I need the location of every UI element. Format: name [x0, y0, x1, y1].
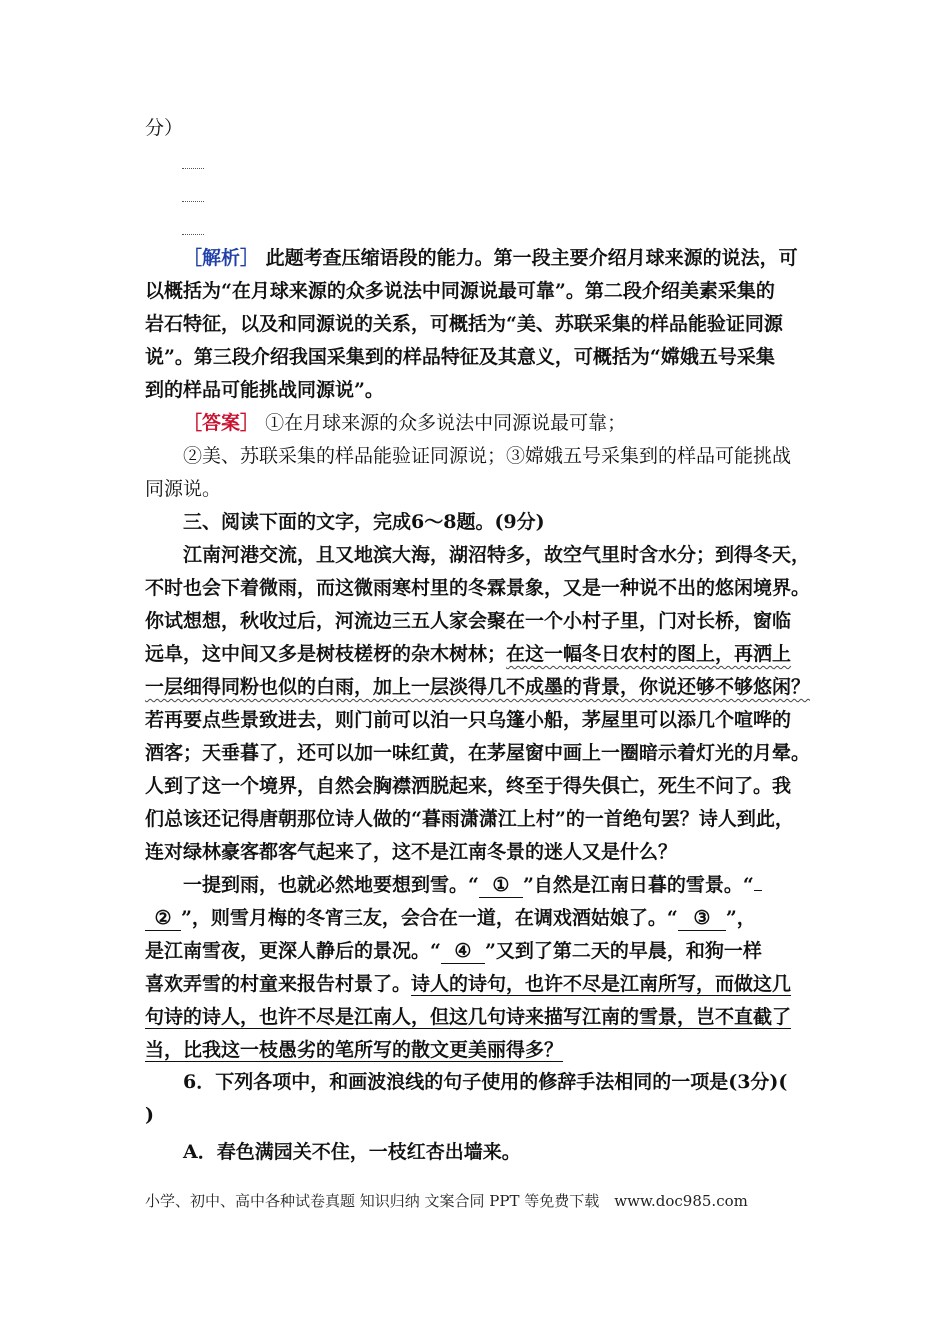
blank-2: ② — [145, 906, 181, 931]
wavy-underlined-sentence: 一层细得同粉也似的白雨，加上一层淡得几不成墨的背景，你说还够不够悠闲？ — [145, 676, 811, 698]
answer-line-2 — [182, 201, 204, 202]
wavy-underlined-sentence: 在这一幅冬日农村的图上，再洒上 — [506, 643, 792, 665]
underlined-sentence: 诗人的诗句，也许不尽是江南所写，而做这几 — [411, 973, 792, 995]
answer-line-1: ①在月球来源的众多说法中同源说最可靠； — [265, 412, 627, 434]
passage-line — [145, 1034, 810, 1067]
underlined-sentence: 当，比我这一枝愚劣的笔所写的散文更美丽得多？ — [145, 1039, 564, 1061]
underlined-sentence: 句诗的诗人，也许不尽是江南人，但这几句诗来描写江南的雪景，岂不直截了 — [145, 1006, 792, 1028]
answer-line-3 — [182, 234, 204, 235]
passage-line: 江南河港交流，且又地滨大海，湖沼特多，故空气里时含水分；到得冬天， — [183, 544, 811, 566]
analysis-line-3: 岩石特征，以及和同源说的关系，可概括为“美、苏联采集的样品能验证同源 — [145, 313, 783, 335]
analysis-line-2: 以概括为“在月球来源的众多说法中同源说最可靠”。第二段介绍美素采集的 — [145, 280, 775, 302]
blank-3: ③ — [678, 906, 726, 931]
analysis-line-5: 到的样品可能挑战同源说”。 — [145, 379, 384, 401]
analysis-section — [145, 242, 810, 407]
passage-line — [145, 638, 810, 671]
analysis-line-4: 说”。第三段介绍我国采集到的样品特征及其意义，可概括为“嫦娥五号采集 — [145, 346, 775, 368]
passage-line: 若再要点些景致进去，则门前可以泊一只乌篷小船，茅屋里可以添几个喧哗的 — [145, 709, 792, 731]
answer-section — [145, 407, 810, 506]
blank-2-start — [754, 890, 762, 891]
passage-line: 连对绿林豪客都客气起来了，这不是江南冬景的迷人又是什么？ — [145, 841, 678, 863]
section-three-heading: 三、阅读下面的文字，完成6～8题。(9分) — [183, 511, 545, 533]
answer-line-3: 同源说。 — [145, 478, 222, 500]
answer-line-1 — [182, 168, 204, 169]
passage-line: ② ”，则雪月梅的冬宵三友，会合在一道，在调戏酒姑娘了。“ ③ ”， — [145, 902, 810, 935]
question-6-paren: ) — [145, 1104, 154, 1126]
previous-question-tail — [145, 112, 810, 145]
answer-line-2: ②美、苏联采集的样品能验证同源说；③嫦娥五号采集到的样品可能挑战 — [183, 445, 792, 467]
passage-line: 酒客；天垂暮了，还可以加一味红黄，在茅屋窗中画上一圈暗示着灯光的月晕。 — [145, 742, 811, 764]
passage-line: 一提到雨，也就必然地要想到雪。“ ① ”自然是江南日暮的雪景。“ — [145, 869, 810, 902]
passage-line — [145, 1001, 810, 1034]
blank-4: ④ — [441, 939, 485, 964]
answer-tag: ［答案］ — [183, 412, 260, 434]
passage-line: 不时也会下着微雨，而这微雨寒村里的冬霖景象，又是一种说不出的悠闲境界。 — [145, 577, 811, 599]
blank-1: ① — [479, 873, 523, 898]
page-footer: 小学、初中、高中各种试卷真题 知识归纳 文案合同 PPT 等免费下载 www.doc985.com — [145, 1192, 748, 1210]
passage-line — [145, 671, 810, 704]
passage-line: 是江南雪夜，更深人静后的景况。“ ④ ”又到了第二天的早晨，和狗一样 — [145, 940, 762, 962]
section-three — [145, 506, 810, 539]
question-6-stem: 6．下列各项中，和画波浪线的句子使用的修辞手法相同的一项是(3分)( — [183, 1071, 788, 1093]
question-6 — [145, 1066, 810, 1169]
prev-tail-text: 分） — [145, 117, 184, 139]
passage-line: 喜欢弄雪的村童来报告村景了。诗人的诗句，也许不尽是江南所写，而做这几 — [145, 973, 792, 995]
passage-line: 们总该还记得唐朝那位诗人做的“暮雨潇潇江上村”的一首绝句罢？诗人到此， — [145, 808, 794, 830]
analysis-tag: ［解析］ — [183, 247, 260, 269]
passage-line: 人到了这一个境界，自然会胸襟洒脱起来，终至于得失俱亡，死生不问了。我 — [145, 775, 792, 797]
analysis-line-1: 此题考查压缩语段的能力。第一段主要介绍月球来源的说法，可 — [265, 247, 798, 269]
passage-line: 你试想想，秋收过后，河流边三五人家会聚在一个小村子里，门对长桥，窗临 — [145, 610, 792, 632]
reading-passage — [145, 539, 810, 1067]
passage-text: 远阜，这中间又多是树枝槎枒的杂木树林； — [145, 643, 507, 665]
option-a: A．春色满园关不住，一枝红杏出墙来。 — [183, 1141, 521, 1163]
